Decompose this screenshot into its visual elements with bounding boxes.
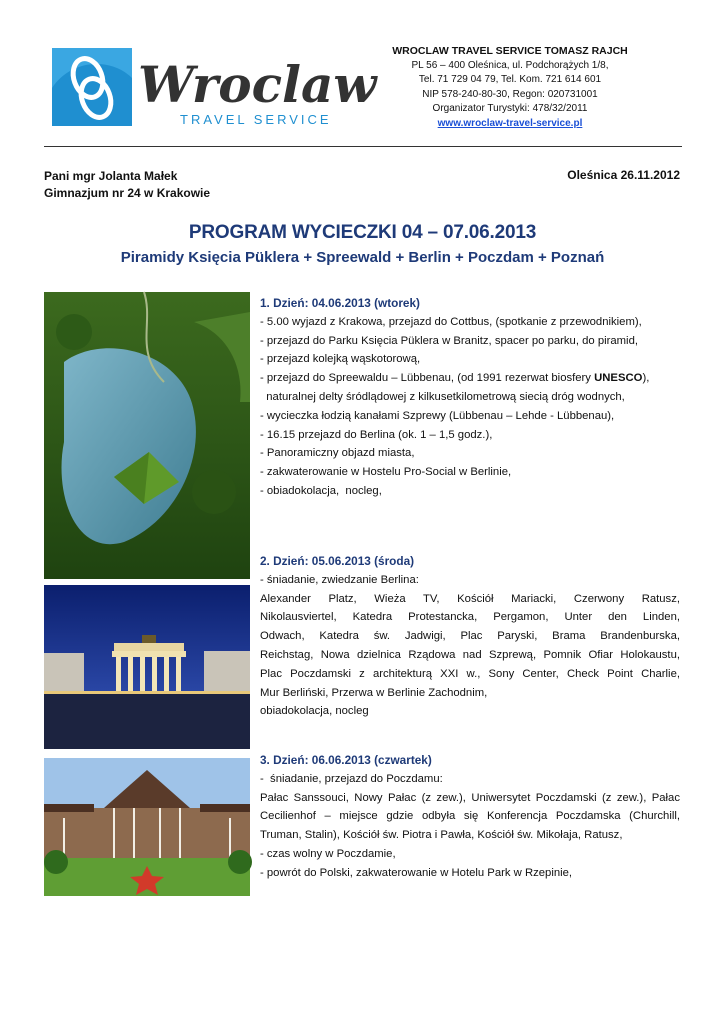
day-2-line: Reichstag, Nowa dzielnica Rządowa nad Szprewą, Pomnik Ofiar Holokaustu, — [260, 648, 680, 661]
header-divider — [44, 146, 682, 147]
day-1-line: - obiadokolacja, nocleg, — [260, 484, 382, 497]
day-2-section — [260, 552, 680, 721]
company-license: Organizator Turystyki: 478/32/2011 — [432, 103, 588, 114]
day-3-heading: 3. Dzień: 06.06.2013 (czwartek) — [260, 753, 432, 767]
logo-word: Wroclaw — [138, 55, 377, 114]
day-1-section — [260, 294, 680, 501]
day-2-line: Plac Poczdamski z architekturą XXI w., Sony Center, Check Point Charlie, — [260, 667, 680, 680]
day-1-line: - wycieczka łodzią kanałami Szprewy (Lübbenau – Lehde - Lübbenau), — [260, 409, 615, 422]
recipient-block — [44, 168, 210, 202]
unesco-suffix: ), — [642, 372, 650, 385]
day-3-intro: - śniadanie, przejazd do Poczdamu: — [260, 772, 443, 785]
company-ids: NIP 578-240-80-30, Regon: 020731001 — [422, 88, 598, 100]
day-2-line: Mur Berliński, Przerwa w Berlinie Zachodnim, — [260, 686, 488, 699]
recipient-school: Gimnazjum nr 24 w Krakowie — [44, 186, 211, 200]
day-3-line: - czas wolny w Poczdamie, — [260, 847, 396, 860]
photo-brandenburg-gate — [44, 585, 250, 749]
day-2-line: Nikolausviertel, Katedra Protestancka, Pergamon, Unter den Linden, — [260, 611, 680, 624]
company-website-link[interactable]: www.wroclaw-travel-service.pl — [437, 117, 583, 129]
day-1-line: naturalnej delty śródlądowej z kilkusetkilometrową siecią dróg wodnych, — [260, 390, 625, 403]
day-1-line: - przejazd kolejką wąskotorową, — [260, 353, 421, 366]
company-info — [360, 44, 660, 131]
logo-tagline: TRAVEL SERVICE — [180, 112, 332, 127]
document-title: PROGRAM WYCIECZKI 04 – 07.06.2013 — [188, 222, 537, 243]
day-3-line: Pałac Sanssouci, Nowy Pałac (z zew.), Uniwersytet Poczdamski (z zew.), Pałac — [260, 791, 680, 804]
day-1-line-text: - przejazd do Spreewaldu – Lübbenau, (od 1991 rezerwat biosfery — [260, 372, 595, 385]
day-3-line: - powrót do Polski, zakwaterowanie w Hotelu Park w Rzepinie, — [260, 866, 573, 879]
recipient-name: Pani mgr Jolanta Małek — [44, 169, 178, 183]
day-1-heading: 1. Dzień: 04.06.2013 (wtorek) — [260, 296, 420, 310]
place-date: Oleśnica 26.11.2012 — [567, 168, 680, 182]
day-3-line: Cecilienhof – miejsce gdzie odbyła się Konferencja Poczdamska (Churchill, — [260, 810, 680, 823]
day-1-line: - 16.15 przejazd do Berlina (ok. 1 – 1,5 godz.), — [260, 428, 493, 441]
day-2-line: Odwach, Katedra św. Jadwigi, Plac Paryski, Brama Brandenburska, — [260, 630, 680, 643]
company-phones: Tel. 71 729 04 79, Tel. Kom. 721 614 601 — [418, 74, 602, 85]
unesco-bold: UNESCO — [594, 372, 643, 385]
document-subtitle: Piramidy Księcia Püklera + Spreewald + Berlin + Poczdam + Poznań — [120, 249, 605, 266]
company-address: PL 56 – 400 Oleśnica, ul. Podchorążych 1/8, — [411, 59, 609, 71]
day-2-end: obiadokolacja, nocleg — [260, 705, 369, 718]
day-3-section — [260, 751, 680, 883]
day-1-line: - przejazd do Parku Księcia Püklera w Branitz, spacer po parku, do piramid, — [260, 334, 638, 347]
day-2-line: Alexander Platz, Wieża TV, Kościół Mariacki, Czerwony Ratusz, — [260, 592, 680, 605]
photo-cecilienhof — [44, 758, 250, 896]
photo-park-pyramid — [44, 292, 250, 579]
company-logo — [52, 48, 377, 132]
day-1-line: - Panoramiczny objazd miasta, — [260, 447, 415, 460]
day-1-line: - 5.00 wyjazd z Krakowa, przejazd do Cottbus, (spotkanie z przewodnikiem), — [260, 315, 642, 328]
day-3-line: Truman, Stalin), Kościół św. Piotra i Pawła, Kościół św. Mikołaja, Ratusz, — [260, 829, 623, 842]
day-2-intro: - śniadanie, zwiedzanie Berlina: — [260, 573, 419, 586]
day-1-line-unesco — [260, 369, 680, 388]
day-2-heading: 2. Dzień: 05.06.2013 (środa) — [260, 554, 415, 568]
day-1-line: - zakwaterowanie w Hostelu Pro-Social w Berlinie, — [260, 466, 512, 479]
company-name: WROCLAW TRAVEL SERVICE TOMASZ RAJCH — [392, 45, 628, 57]
